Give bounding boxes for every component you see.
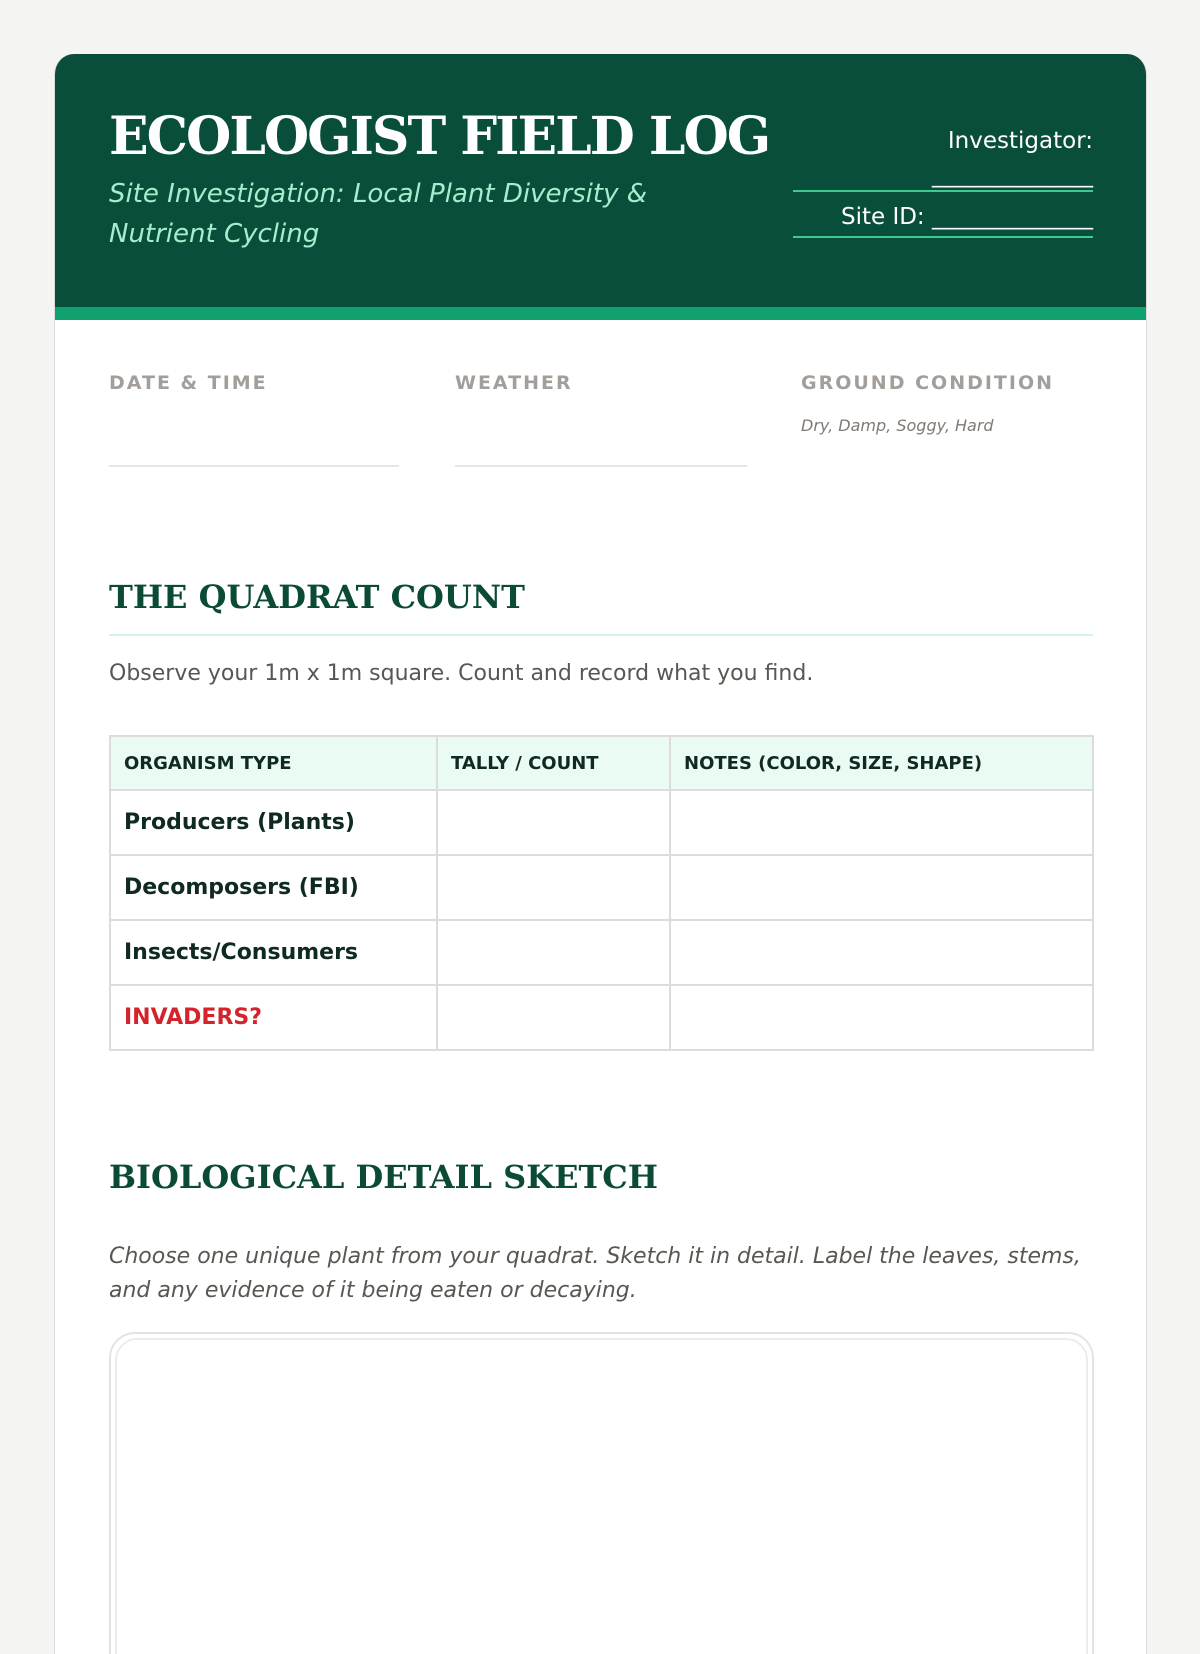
table-row (110, 790, 1093, 855)
site-id-field[interactable] (793, 198, 1093, 238)
tally-cell[interactable] (437, 855, 670, 920)
ground-condition-hint: Dry, Damp, Soggy, Hard (801, 416, 994, 435)
site-id-blank: ______________ (932, 204, 1093, 230)
section-divider (109, 634, 1093, 636)
investigator-blank: ______________ (932, 162, 1093, 188)
notes-cell[interactable] (670, 920, 1093, 985)
page-subtitle: Site Investigation: Local Plant Diversity & Nutrient Cycling (109, 179, 648, 249)
table-row (110, 855, 1093, 920)
header-accent-bar (55, 307, 1147, 320)
notes-cell[interactable] (670, 790, 1093, 855)
organism-cell: Producers (Plants) (110, 790, 437, 855)
quadrat-section-title: THE QUADRAT COUNT (109, 578, 525, 616)
quadrat-instructions: Observe your 1m x 1m square. Count and record what you find. (109, 661, 814, 686)
tally-cell[interactable] (437, 790, 670, 855)
column-header-notes: NOTES (COLOR, SIZE, SHAPE) (670, 736, 1093, 790)
table-row (110, 920, 1093, 985)
quadrat-count-table (109, 735, 1094, 1051)
table-row (110, 985, 1093, 1050)
date-time-label: DATE & TIME (109, 372, 268, 394)
notes-cell[interactable] (670, 985, 1093, 1050)
investigator-label: Investigator: (947, 128, 1093, 154)
notes-cell[interactable] (670, 855, 1093, 920)
date-time-input[interactable] (109, 465, 399, 467)
tally-cell[interactable] (437, 985, 670, 1050)
header (55, 54, 1147, 307)
weather-input[interactable] (455, 465, 747, 467)
organism-cell-invaders: INVADERS? (110, 985, 437, 1050)
organism-cell: Decomposers (FBI) (110, 855, 437, 920)
sketch-instructions: Choose one unique plant from your quadrat. Sketch it in detail. Label the leaves, stems, and any evidence of it being eaten or decaying. (109, 1244, 1081, 1303)
ground-condition-label: GROUND CONDITION (801, 372, 1055, 394)
sketch-section-title: BIOLOGICAL DETAIL SKETCH (109, 1158, 658, 1196)
column-header-tally: TALLY / COUNT (437, 736, 670, 790)
column-header-organism: ORGANISM TYPE (110, 736, 437, 790)
site-id-label: Site ID: (840, 204, 925, 230)
table-header-row (110, 736, 1093, 790)
sketch-area-inner-border (115, 1338, 1088, 1654)
sketch-area[interactable] (109, 1332, 1094, 1654)
field-log-sheet (54, 54, 1147, 1654)
investigator-field[interactable] (793, 120, 1093, 192)
page-title: ECOLOGIST FIELD LOG (109, 106, 770, 167)
organism-cell: Insects/Consumers (110, 920, 437, 985)
weather-label: WEATHER (455, 372, 573, 394)
tally-cell[interactable] (437, 920, 670, 985)
